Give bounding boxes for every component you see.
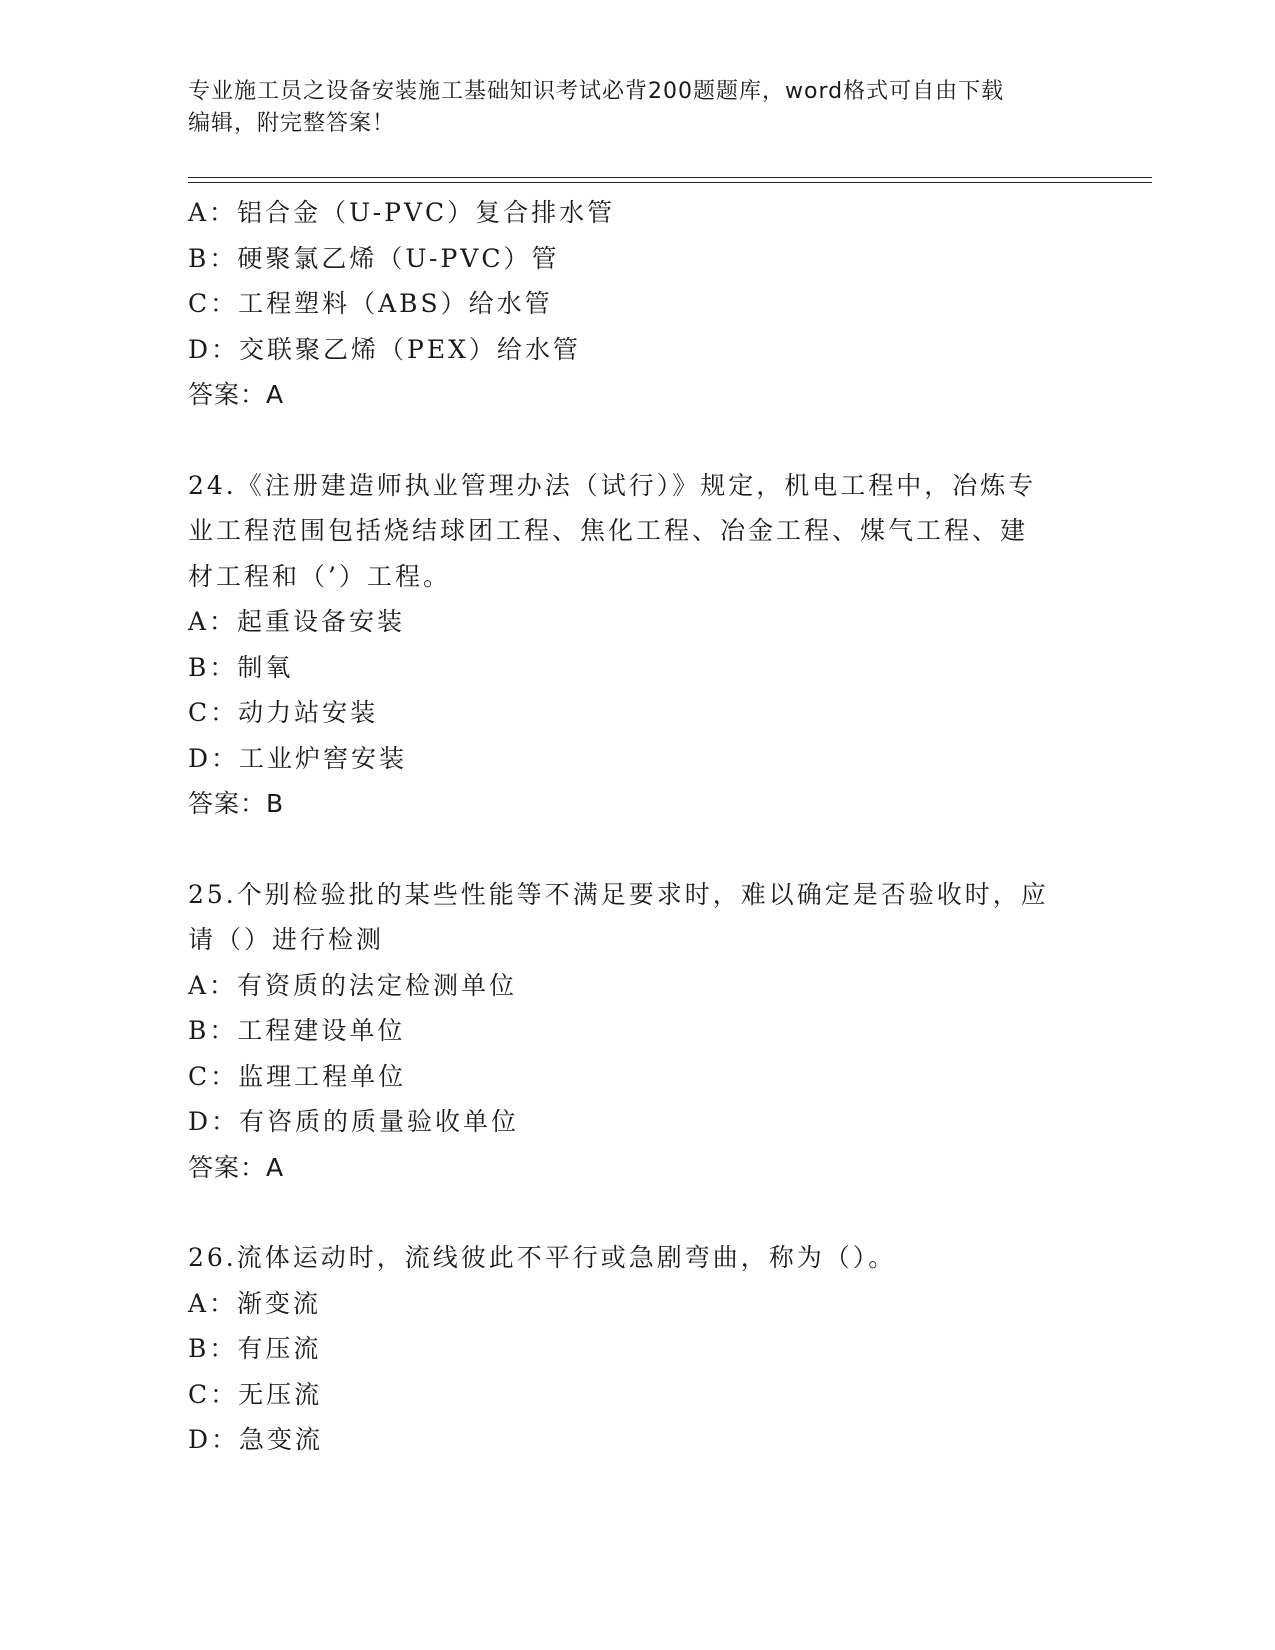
question-stem: 24.《注册建造师执业管理办法（试行）》规定，机电工程中，冶炼专 <box>188 470 1037 500</box>
question-stem: 请（）进行检测 <box>188 925 385 954</box>
option-d: D：有咨质的质量验收单位 <box>188 1107 520 1136</box>
question-stem: 26.流体运动时，流线彼此不平行或急剧弯曲，称为（）。 <box>188 1243 897 1272</box>
header-divider <box>188 182 1152 183</box>
document-header <box>188 76 1068 140</box>
question-block <box>188 190 1088 418</box>
spacer <box>188 1190 1088 1235</box>
question-block <box>188 872 1088 1191</box>
option-b: B：工程建设单位 <box>188 1016 406 1045</box>
option-c: C：无压流 <box>188 1379 323 1409</box>
header-divider <box>188 177 1152 178</box>
option-d: D：急变流 <box>188 1425 324 1454</box>
answer-line: 答案：A <box>188 380 285 409</box>
option-b: B：有压流 <box>188 1334 322 1363</box>
option-b: B：制氧 <box>188 652 294 682</box>
answer-line: 答案：A <box>188 1152 285 1182</box>
spacer <box>188 827 1088 872</box>
header-line: 编辑，附完整答案！ <box>188 111 396 136</box>
question-list <box>188 190 1088 1463</box>
question-stem: 材工程和（’）工程。 <box>188 561 451 591</box>
spacer <box>188 418 1088 463</box>
option-a: A：有资质的法定检测单位 <box>188 970 518 1000</box>
option-c: C：动力站安装 <box>188 698 379 727</box>
answer-line: 答案：B <box>188 789 285 818</box>
question-stem: 25.个别检验批的某些性能等不满足要求时，难以确定是否验收时，应 <box>188 879 1049 909</box>
header-line: 专业施工员之设备安装施工基础知识考试必背200题题库，word格式可自由下载 <box>188 79 1005 104</box>
option-a: A：起重设备安装 <box>188 607 406 636</box>
option-b: B：硬聚氯乙烯（U-PVC）管 <box>188 243 560 273</box>
question-stem: 业工程范围包括烧结球团工程、焦化工程、冶金工程、煤气工程、建 <box>188 516 1029 545</box>
option-a: A：渐变流 <box>188 1288 322 1318</box>
option-d: D：交联聚乙烯（PEX）给水管 <box>188 334 581 364</box>
question-block <box>188 463 1088 827</box>
option-c: C：监理工程单位 <box>188 1061 407 1091</box>
question-block <box>188 1235 1088 1463</box>
option-d: D：工业炉窖安装 <box>188 743 408 773</box>
option-a: A：铝合金（U-PVC）复合排水管 <box>188 198 616 227</box>
option-c: C：工程塑料（ABS）给水管 <box>188 289 553 318</box>
